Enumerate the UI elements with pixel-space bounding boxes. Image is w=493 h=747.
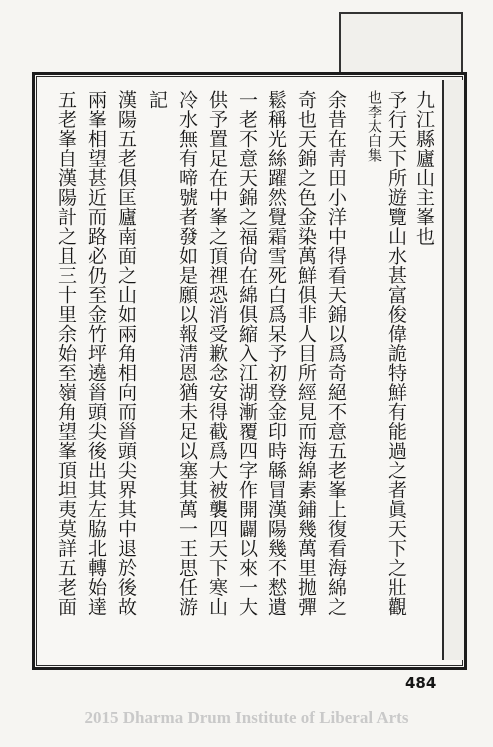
text-column-8: 供予置足在中峯之頂𥚃恐消受歉念安得截爲大被襲四天下寒山 — [206, 90, 228, 617]
text-column-6: 鬆稱光絲躍然覺霜雪死白爲呆予初登金印時緜冒漢陽幾不慭遺 — [265, 90, 287, 617]
text-column-9: 冷水無有啼號者發如是願以報淸恩猶未足以塞其萬一王思任游 — [176, 90, 198, 617]
text-column-10: 記 — [146, 90, 168, 110]
footer-watermark: 2015 Dharma Drum Institute of Liberal Arts — [84, 708, 409, 727]
text-column-11: 漢陽五老俱匡廬南面之山如兩角相向而𩠐頭尖界其中退於後故 — [115, 90, 137, 617]
page-number: 484 — [405, 674, 437, 692]
text-column-5: 奇也天錦之色金染萬鮮俱非人目所經見而海綿素鋪幾萬里拋彈 — [295, 90, 317, 617]
text-column-12: 兩峯相望甚近而路必仍至金竹坪遶𩠐頭尖後出其左脇北轉始達 — [85, 90, 107, 617]
text-column-13: 五老峯自漢陽計之且三十里余始至嶺角望峯頂坦夷莫詳五老面 — [55, 90, 77, 617]
text-column-4: 余昔在靑田小洋中得看天錦以爲奇絕不意五老峯上復看海綿之 — [325, 90, 347, 617]
page-edge-strip — [442, 80, 464, 660]
text-column-1: 九江縣廬山主峯也 — [413, 90, 435, 246]
text-column-3: 也李太白集 — [366, 90, 382, 163]
book-tab — [339, 12, 463, 74]
text-column-7: 一老不意天錦之福尙在綿俱縮入江湖漸覆四字作開闢以來一大 — [236, 90, 258, 617]
text-column-2: 予行天下所遊覽山水甚富俊偉詭特鮮有能過之者眞天下之壯觀 — [385, 90, 407, 617]
